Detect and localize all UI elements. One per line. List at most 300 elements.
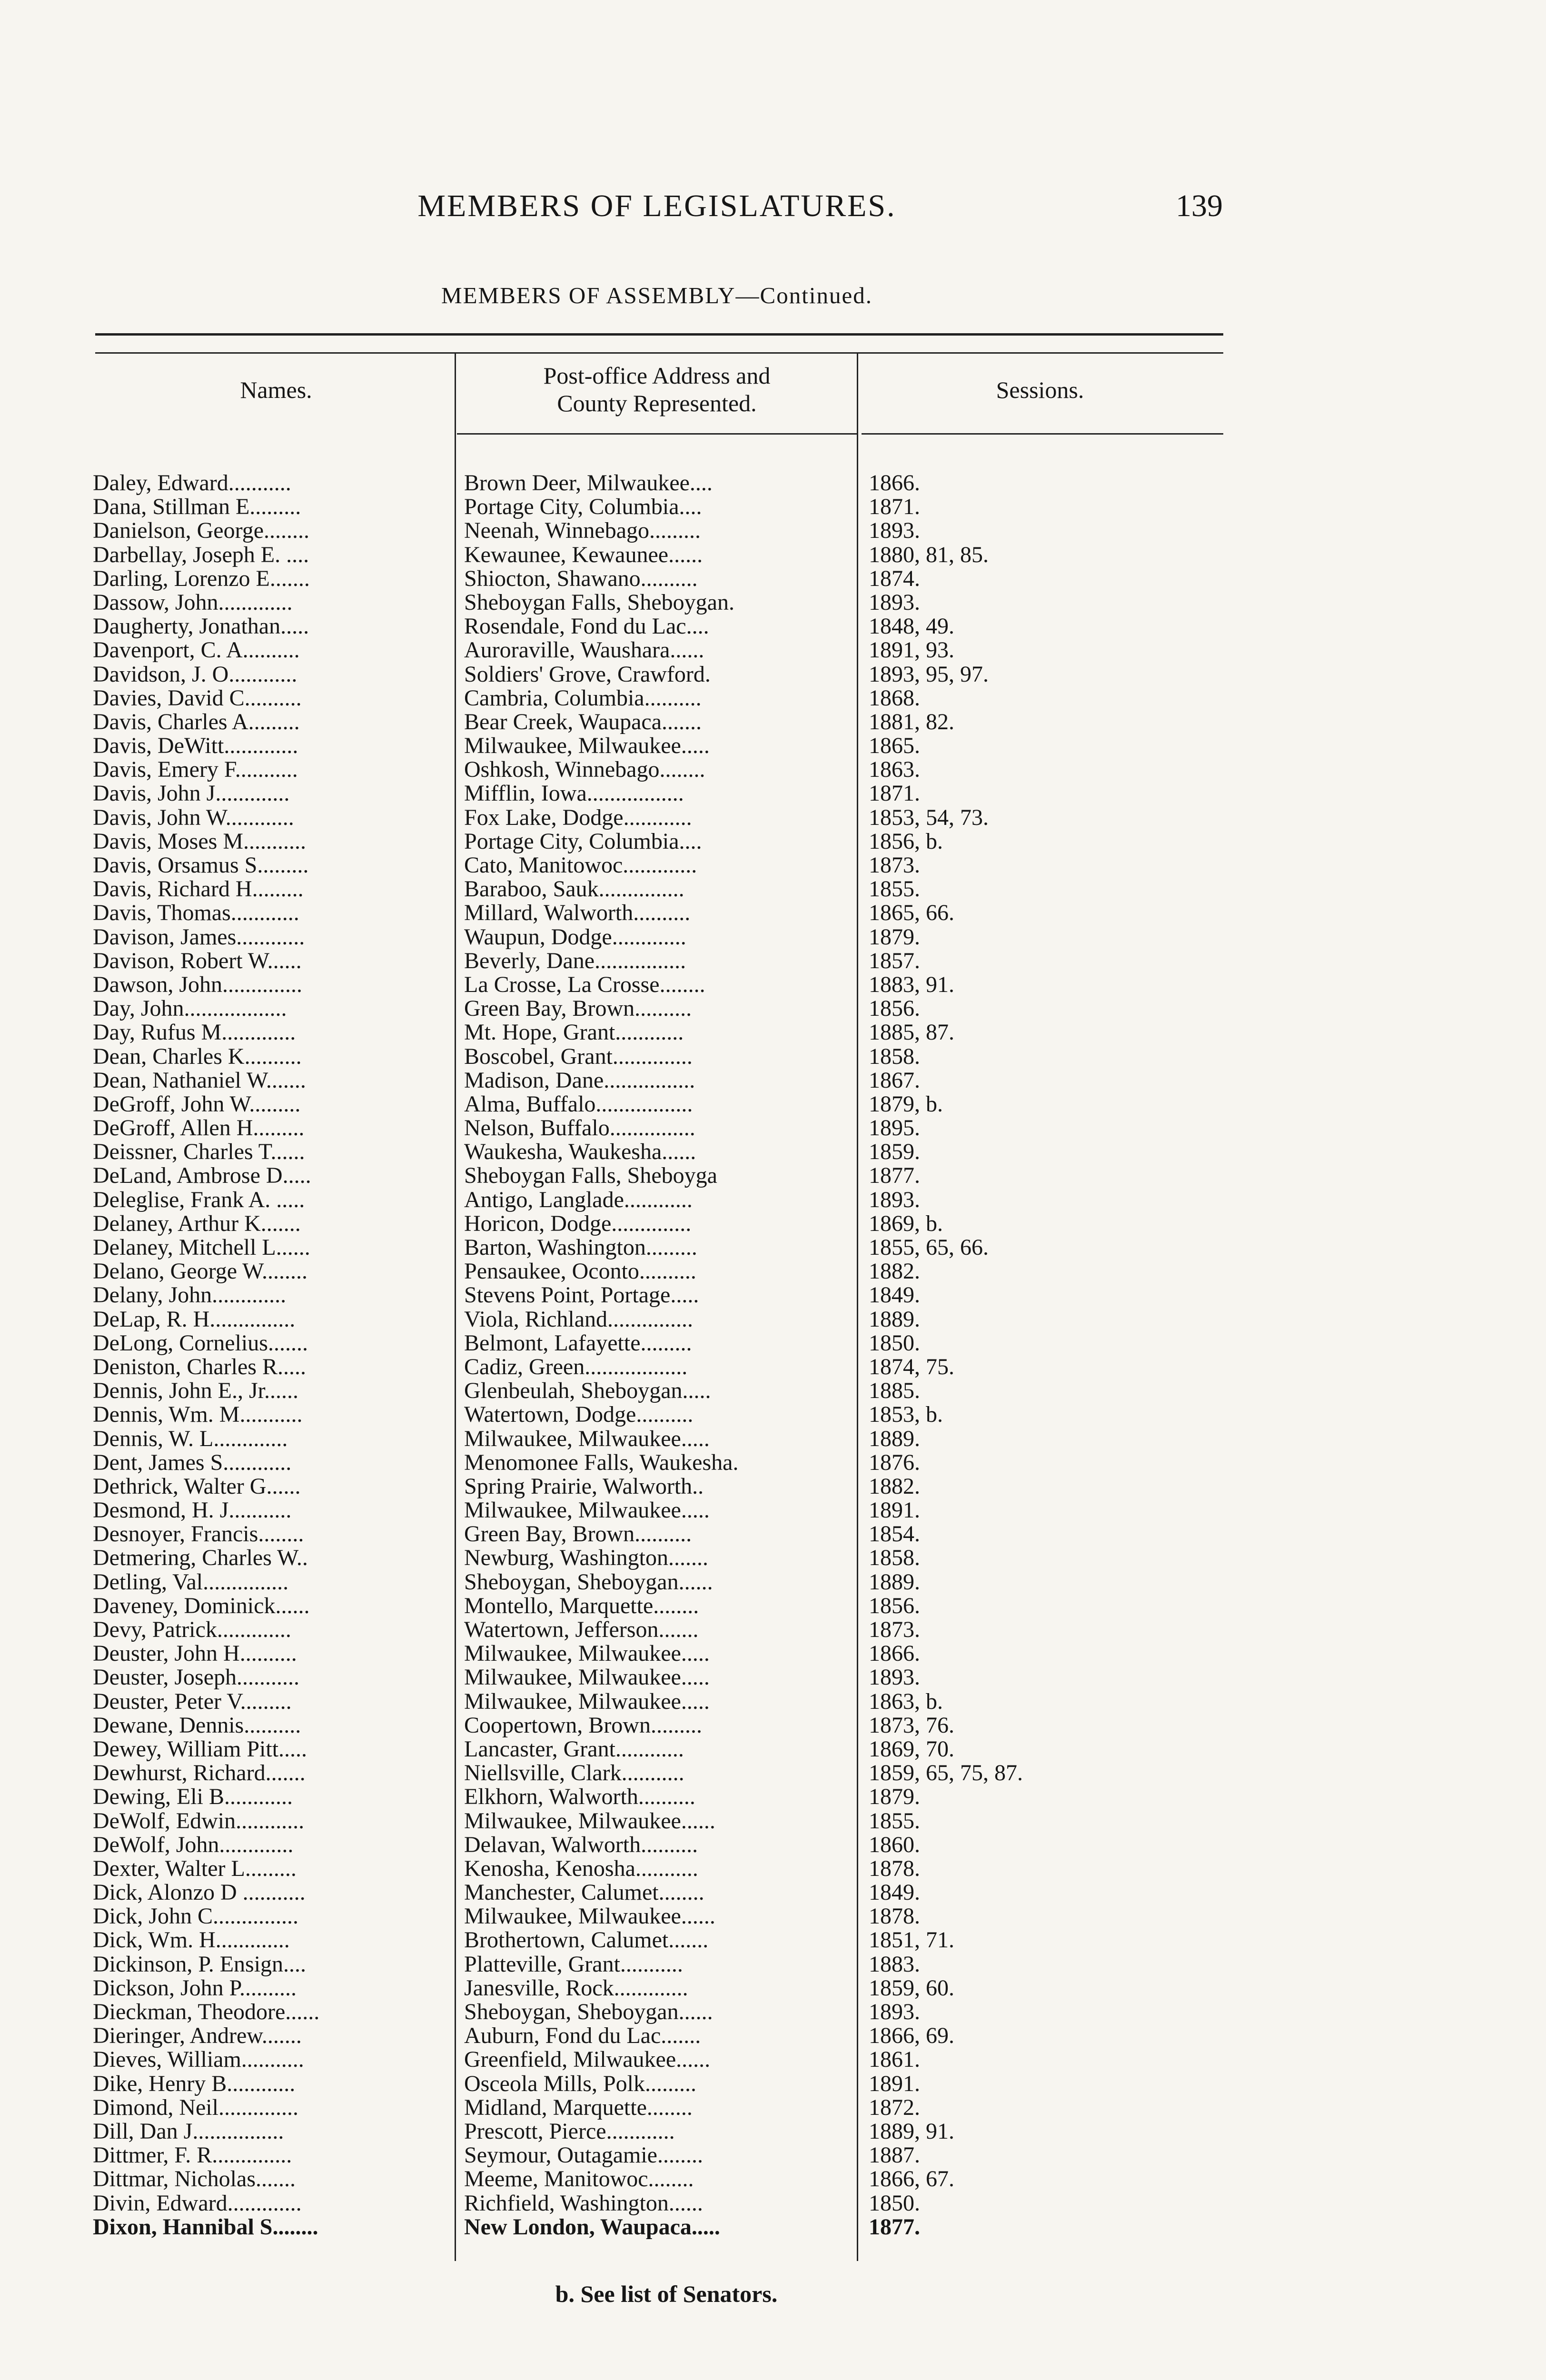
page-number: 139 — [1176, 188, 1223, 223]
member-name: Dana, Stillman E......... — [93, 495, 301, 519]
post-office-county: Cambria, Columbia.......... — [464, 686, 702, 710]
sessions: 1874, 75. — [869, 1355, 954, 1379]
member-name: DeGroff, John W......... — [93, 1092, 301, 1117]
sessions: 1863, b. — [869, 1689, 943, 1714]
post-office-county: Stevens Point, Portage..... — [464, 1283, 699, 1308]
sessions: 1881, 82. — [869, 710, 954, 734]
post-office-county: Antigo, Langlade............ — [464, 1188, 693, 1212]
member-name: DeLap, R. H............... — [93, 1307, 296, 1331]
post-office-county: Green Bay, Brown.......... — [464, 1522, 692, 1547]
member-name: Daley, Edward........... — [93, 471, 291, 496]
member-name: Davis, John J............. — [93, 782, 290, 806]
post-office-county: Milwaukee, Milwaukee..... — [464, 734, 710, 758]
member-name: Dittmer, F. R.............. — [93, 2143, 292, 2168]
post-office-county: Nelson, Buffalo............... — [464, 1116, 695, 1140]
table-row — [93, 853, 1235, 877]
table-row — [93, 1164, 1235, 1188]
table-row — [93, 2143, 1235, 2167]
post-office-county: Portage City, Columbia.... — [464, 495, 702, 519]
table-row — [93, 1690, 1235, 1714]
table-row — [93, 1642, 1235, 1666]
sessions: 1891, 93. — [869, 638, 954, 663]
sessions: 1879. — [869, 925, 920, 949]
member-name: Dewey, William Pitt..... — [93, 1737, 307, 1762]
post-office-county: Lancaster, Grant............ — [464, 1737, 684, 1762]
post-office-county: Milwaukee, Milwaukee..... — [464, 1498, 710, 1523]
post-office-county: Meeme, Manitowoc........ — [464, 2167, 694, 2192]
post-office-county: Belmont, Lafayette......... — [464, 1331, 692, 1355]
post-office-county: Janesville, Rock............. — [464, 1976, 688, 2001]
table-row — [93, 1212, 1235, 1236]
column-header-underline — [862, 433, 1223, 435]
member-name: Desnoyer, Francis........ — [93, 1522, 304, 1547]
member-name: Deniston, Charles R..... — [93, 1355, 306, 1379]
sessions: 1853, b. — [869, 1403, 943, 1427]
member-name: Davison, Robert W...... — [93, 949, 302, 973]
table-row — [93, 1904, 1235, 1928]
table-row — [93, 1021, 1235, 1044]
post-office-county: Montello, Marquette........ — [464, 1594, 699, 1618]
post-office-county: Cato, Manitowoc............. — [464, 853, 697, 878]
table-row — [93, 1379, 1235, 1403]
sessions: 1856. — [869, 1594, 920, 1618]
table-row — [93, 2072, 1235, 2096]
post-office-county: Menomonee Falls, Waukesha. — [464, 1450, 739, 1475]
table-row — [93, 2000, 1235, 2024]
member-name: Dick, Alonzo D ........... — [93, 1881, 306, 1905]
sessions: 1893, 95, 97. — [869, 662, 989, 686]
table-row — [93, 1451, 1235, 1475]
member-name: Dassow, John............. — [93, 590, 293, 615]
table-row — [93, 734, 1235, 758]
post-office-county: Waupun, Dodge............. — [464, 925, 686, 949]
member-name: Day, John.................. — [93, 997, 287, 1021]
sessions: 1876. — [869, 1450, 920, 1475]
member-name: Delano, George W........ — [93, 1259, 308, 1284]
table-row — [93, 1092, 1235, 1116]
sessions: 1861. — [869, 2048, 920, 2072]
member-name: Desmond, H. J........... — [93, 1498, 292, 1523]
post-office-county: Milwaukee, Milwaukee..... — [464, 1427, 710, 1451]
sessions: 1859, 65, 75, 87. — [869, 1761, 1023, 1785]
column-header-post-office — [457, 362, 857, 417]
footnote: b. See list of Senators. — [555, 2281, 778, 2307]
sessions: 1859. — [869, 1140, 920, 1164]
member-name: DeLand, Ambrose D..... — [93, 1164, 311, 1188]
post-office-county: Kenosha, Kenosha........... — [464, 1856, 698, 1881]
member-name: Dent, James S............ — [93, 1450, 292, 1475]
sessions: 1854. — [869, 1522, 920, 1547]
table-row — [93, 1069, 1235, 1092]
sessions: 1871. — [869, 495, 920, 519]
member-name: Dewhurst, Richard....... — [93, 1761, 306, 1785]
sessions: 1866, 69. — [869, 2024, 954, 2048]
sessions: 1873, 76. — [869, 1713, 954, 1737]
table-row — [93, 2024, 1235, 2048]
sessions: 1851, 71. — [869, 1928, 954, 1953]
post-office-county: Soldiers' Grove, Crawford. — [464, 662, 711, 686]
post-office-county: Cadiz, Green.................. — [464, 1355, 688, 1379]
post-office-county: Shiocton, Shawano.......... — [464, 566, 698, 591]
member-name: Dittmar, Nicholas....... — [93, 2167, 296, 2192]
member-name: Davidson, J. O............ — [93, 662, 297, 686]
post-office-county: Alma, Buffalo................. — [464, 1092, 693, 1117]
table-row — [93, 1427, 1235, 1451]
table-row — [93, 495, 1235, 519]
sessions: 1872. — [869, 2095, 920, 2120]
sessions: 1893. — [869, 2000, 920, 2024]
sessions: 1889. — [869, 1307, 920, 1331]
sessions: 1858. — [869, 1044, 920, 1069]
post-office-county: Manchester, Calumet........ — [464, 1881, 704, 1905]
post-office-county: Rosendale, Fond du Lac.... — [464, 615, 709, 639]
post-office-county: Newburg, Washington....... — [464, 1546, 708, 1570]
table-row — [93, 1976, 1235, 2000]
member-name: Davison, James............ — [93, 925, 305, 949]
table-row — [93, 1809, 1235, 1833]
sessions: 1866, 67. — [869, 2167, 954, 2192]
member-name: Dike, Henry B............ — [93, 2072, 296, 2096]
member-name: Dickson, John P.......... — [93, 1976, 297, 2001]
table-row — [93, 1308, 1235, 1331]
post-office-county: Fox Lake, Dodge............ — [464, 805, 692, 830]
member-name: Dewing, Eli B............ — [93, 1785, 293, 1809]
table-row — [93, 1355, 1235, 1379]
post-office-county: Sheboygan, Sheboygan...... — [464, 2000, 713, 2024]
post-office-county: Boscobel, Grant.............. — [464, 1044, 693, 1069]
column-header-post-line2: County Represented. — [557, 390, 757, 416]
sessions: 1879. — [869, 1785, 920, 1809]
sessions: 1873. — [869, 853, 920, 878]
running-head: MEMBERS OF LEGISLATURES. — [417, 188, 896, 223]
post-office-county: Greenfield, Milwaukee...... — [464, 2048, 711, 2072]
sessions: 1855. — [869, 1809, 920, 1833]
sessions: 1865. — [869, 734, 920, 758]
table-row — [93, 1188, 1235, 1212]
members-table — [93, 471, 1235, 2239]
member-name: Daugherty, Jonathan..... — [93, 615, 309, 639]
table-row — [93, 758, 1235, 782]
member-name: Delany, John............. — [93, 1283, 287, 1308]
column-header-sessions: Sessions. — [996, 377, 1084, 403]
post-office-county: Sheboygan, Sheboygan...... — [464, 1570, 713, 1594]
post-office-county: Baraboo, Sauk............... — [464, 877, 684, 902]
table-row — [93, 877, 1235, 901]
table-row — [93, 663, 1235, 686]
column-header-post-line1: Post-office Address and — [543, 362, 771, 389]
member-name: Davis, Orsamus S......... — [93, 853, 309, 878]
member-name: Dick, Wm. H............. — [93, 1928, 290, 1953]
table-row — [93, 1259, 1235, 1283]
member-name: Deissner, Charles T...... — [93, 1140, 305, 1164]
table-row — [93, 2215, 1235, 2239]
sessions: 1859, 60. — [869, 1976, 954, 2001]
table-row — [93, 973, 1235, 997]
table-row — [93, 591, 1235, 615]
member-name: Dexter, Walter L......... — [93, 1856, 297, 1881]
sessions: 1874. — [869, 566, 920, 591]
member-name: Davies, David C.......... — [93, 686, 302, 710]
column-header-names: Names. — [240, 377, 312, 403]
table-row — [93, 1522, 1235, 1546]
table-row — [93, 1666, 1235, 1689]
post-office-county: Auburn, Fond du Lac....... — [464, 2024, 701, 2048]
header-rule — [95, 352, 1223, 354]
sessions: 1855. — [869, 877, 920, 902]
sessions: 1878. — [869, 1856, 920, 1881]
post-office-county: Neenah, Winnebago......... — [464, 519, 701, 543]
member-name: Davis, DeWitt............. — [93, 734, 298, 758]
table-row — [93, 901, 1235, 925]
member-name: Deleglise, Frank A. ..... — [93, 1188, 305, 1212]
post-office-county: Madison, Dane................ — [464, 1068, 695, 1092]
post-office-county: Sheboygan Falls, Sheboygan. — [464, 590, 734, 615]
member-name: Dennis, John E., Jr...... — [93, 1379, 298, 1403]
post-office-county: Watertown, Dodge.......... — [464, 1403, 694, 1427]
sessions: 1889. — [869, 1570, 920, 1594]
member-name: Dimond, Neil.............. — [93, 2095, 298, 2120]
post-office-county: Barton, Washington......... — [464, 1236, 697, 1260]
sessions: 1853, 54, 73. — [869, 805, 989, 830]
table-row — [93, 1953, 1235, 1976]
member-name: Davis, Richard H......... — [93, 877, 304, 902]
table-row — [93, 1475, 1235, 1498]
post-office-county: Mifflin, Iowa................. — [464, 782, 684, 806]
sessions: 1869, b. — [869, 1211, 943, 1236]
post-office-county: Platteville, Grant........... — [464, 1952, 683, 1976]
table-row — [93, 1546, 1235, 1570]
post-office-county: Milwaukee, Milwaukee...... — [464, 1809, 715, 1833]
post-office-county: Millard, Walworth.......... — [464, 901, 691, 925]
member-name: Detmering, Charles W.. — [93, 1546, 308, 1570]
post-office-county: Delavan, Walworth.......... — [464, 1833, 698, 1857]
post-office-county: Glenbeulah, Sheboygan..... — [464, 1379, 711, 1403]
sessions: 1863. — [869, 758, 920, 782]
sessions: 1866. — [869, 471, 920, 496]
table-row — [93, 710, 1235, 734]
table-row — [93, 1928, 1235, 1952]
member-name: Danielson, George........ — [93, 519, 310, 543]
post-office-county: Bear Creek, Waupaca....... — [464, 710, 702, 734]
member-name: Dieckman, Theodore...... — [93, 2000, 320, 2024]
sessions: 1856, b. — [869, 829, 943, 854]
sessions: 1865, 66. — [869, 901, 954, 925]
table-row — [93, 1618, 1235, 1642]
post-office-county: Brothertown, Calumet....... — [464, 1928, 709, 1953]
section-subhead: MEMBERS OF ASSEMBLY—Continued. — [441, 282, 872, 308]
table-row — [93, 1761, 1235, 1785]
member-name: Devy, Patrick............. — [93, 1618, 291, 1642]
post-office-county: Milwaukee, Milwaukee...... — [464, 1904, 715, 1929]
table-row — [93, 1857, 1235, 1881]
post-office-county: Watertown, Jefferson....... — [464, 1618, 699, 1642]
post-office-county: Beverly, Dane................ — [464, 949, 686, 973]
post-office-county: Horicon, Dodge.............. — [464, 1211, 692, 1236]
post-office-county: Kewaunee, Kewaunee...... — [464, 543, 703, 567]
sessions: 1885. — [869, 1379, 920, 1403]
sessions: 1850. — [869, 2191, 920, 2215]
sessions: 1856. — [869, 997, 920, 1021]
member-name: Davis, John W............ — [93, 805, 294, 830]
table-row — [93, 567, 1235, 591]
post-office-county: Milwaukee, Milwaukee..... — [464, 1689, 710, 1714]
sessions: 1889, 91. — [869, 2119, 954, 2144]
post-office-county: Brown Deer, Milwaukee.... — [464, 471, 713, 496]
sessions: 1849. — [869, 1283, 920, 1308]
member-name: Dieves, William........... — [93, 2048, 304, 2072]
table-row — [93, 949, 1235, 973]
table-row — [93, 1785, 1235, 1809]
sessions: 1893. — [869, 519, 920, 543]
sessions: 1889. — [869, 1427, 920, 1451]
column-header-underline — [457, 433, 857, 435]
member-name: Davenport, C. A.......... — [93, 638, 300, 663]
sessions: 1880, 81, 85. — [869, 543, 989, 567]
table-row — [93, 782, 1235, 805]
sessions: 1848, 49. — [869, 615, 954, 639]
table-row — [93, 1881, 1235, 1904]
sessions: 1891. — [869, 1498, 920, 1523]
sessions: 1869, 70. — [869, 1737, 954, 1762]
table-row — [93, 925, 1235, 949]
post-office-county: Green Bay, Brown.......... — [464, 997, 692, 1021]
sessions: 1883. — [869, 1952, 920, 1976]
member-name: Day, Rufus M............. — [93, 1021, 296, 1045]
sessions: 1855, 65, 66. — [869, 1236, 989, 1260]
sessions: 1882. — [869, 1474, 920, 1499]
sessions: 1858. — [869, 1546, 920, 1570]
member-name: Daveney, Dominick...... — [93, 1594, 310, 1618]
table-row — [93, 638, 1235, 662]
table-row — [93, 2048, 1235, 2072]
sessions: 1877. — [869, 1164, 920, 1188]
post-office-county: Richfield, Washington...... — [464, 2191, 703, 2215]
member-name: Dethrick, Walter G...... — [93, 1474, 301, 1499]
sessions: 1895. — [869, 1116, 920, 1140]
member-name: Deuster, Joseph........... — [93, 1666, 300, 1690]
sessions: 1882. — [869, 1259, 920, 1284]
table-row — [93, 2167, 1235, 2191]
member-name: Dennis, Wm. M........... — [93, 1403, 303, 1427]
member-name: DeWolf, Edwin............ — [93, 1809, 305, 1833]
member-name: Davis, Emery F........... — [93, 758, 298, 782]
post-office-county: New London, Waupaca..... — [464, 2215, 720, 2239]
member-name: Dewane, Dennis.......... — [93, 1713, 301, 1737]
member-name: Darling, Lorenzo E....... — [93, 566, 310, 591]
member-name: Delaney, Arthur K....... — [93, 1211, 301, 1236]
post-office-county: Sheboygan Falls, Sheboyga — [464, 1164, 717, 1188]
sessions: 1883, 91. — [869, 972, 954, 997]
member-name: Dieringer, Andrew....... — [93, 2024, 302, 2048]
post-office-county: Prescott, Pierce............ — [464, 2119, 675, 2144]
sessions: 1873. — [869, 1618, 920, 1642]
sessions: 1887. — [869, 2143, 920, 2168]
table-row — [93, 1737, 1235, 1761]
top-rule — [95, 333, 1223, 336]
sessions: 1868. — [869, 686, 920, 710]
member-name: Dickinson, P. Ensign.... — [93, 1952, 307, 1976]
table-row — [93, 1594, 1235, 1618]
table-row — [93, 830, 1235, 853]
post-office-county: Seymour, Outagamie........ — [464, 2143, 703, 2168]
member-name: Dick, John C............... — [93, 1904, 298, 1929]
post-office-county: La Crosse, La Crosse........ — [464, 972, 705, 997]
table-row — [93, 1116, 1235, 1140]
post-office-county: Niellsville, Clark........... — [464, 1761, 684, 1785]
sessions: 1860. — [869, 1833, 920, 1857]
sessions: 1867. — [869, 1068, 920, 1092]
table-row — [93, 1498, 1235, 1522]
post-office-county: Mt. Hope, Grant............ — [464, 1021, 684, 1045]
member-name: Dean, Charles K.......... — [93, 1044, 302, 1069]
post-office-county: Auroraville, Waushara...... — [464, 638, 704, 663]
sessions: 1871. — [869, 782, 920, 806]
sessions: 1877. — [869, 2215, 920, 2239]
sessions: 1879, b. — [869, 1092, 943, 1117]
member-name: Deuster, John H.......... — [93, 1642, 297, 1666]
table-row — [93, 615, 1235, 638]
member-name: Davis, Thomas............ — [93, 901, 299, 925]
table-row — [93, 1140, 1235, 1164]
sessions: 1866. — [869, 1642, 920, 1666]
member-name: Dixon, Hannibal S........ — [93, 2215, 318, 2239]
member-name: Divin, Edward............. — [93, 2191, 302, 2215]
table-row — [93, 471, 1235, 495]
post-office-county: Portage City, Columbia.... — [464, 829, 702, 854]
member-name: Detling, Val............... — [93, 1570, 289, 1594]
table-row — [93, 1331, 1235, 1355]
post-office-county: Spring Prairie, Walworth.. — [464, 1474, 704, 1499]
table-row — [93, 2096, 1235, 2120]
member-name: DeLong, Cornelius....... — [93, 1331, 308, 1355]
table-row — [93, 1045, 1235, 1069]
table-row — [93, 1283, 1235, 1307]
sessions: 1849. — [869, 1881, 920, 1905]
post-office-county: Pensaukee, Oconto.......... — [464, 1259, 696, 1284]
post-office-county: Oshkosh, Winnebago........ — [464, 758, 705, 782]
table-row — [93, 2192, 1235, 2215]
table-row — [93, 1570, 1235, 1594]
member-name: Davis, Charles A......... — [93, 710, 300, 734]
sessions: 1893. — [869, 1666, 920, 1690]
post-office-county: Viola, Richland............... — [464, 1307, 694, 1331]
sessions: 1893. — [869, 1188, 920, 1212]
member-name: Davis, Moses M........... — [93, 829, 307, 854]
sessions: 1893. — [869, 590, 920, 615]
post-office-county: Milwaukee, Milwaukee..... — [464, 1642, 710, 1666]
post-office-county: Coopertown, Brown......... — [464, 1713, 702, 1737]
sessions: 1891. — [869, 2072, 920, 2096]
table-row — [93, 997, 1235, 1021]
table-row — [93, 1714, 1235, 1737]
post-office-county: Midland, Marquette........ — [464, 2095, 693, 2120]
table-row — [93, 1236, 1235, 1259]
sessions: 1850. — [869, 1331, 920, 1355]
post-office-county: Osceola Mills, Polk......... — [464, 2072, 696, 2096]
member-name: Dawson, John.............. — [93, 972, 302, 997]
member-name: DeGroff, Allen H......... — [93, 1116, 305, 1140]
table-row — [93, 686, 1235, 710]
post-office-county: Elkhorn, Walworth.......... — [464, 1785, 695, 1809]
member-name: DeWolf, John............. — [93, 1833, 294, 1857]
member-name: Delaney, Mitchell L...... — [93, 1236, 310, 1260]
member-name: Dennis, W. L............. — [93, 1427, 288, 1451]
table-row — [93, 543, 1235, 567]
member-name: Darbellay, Joseph E. .... — [93, 543, 309, 567]
table-row — [93, 2120, 1235, 2143]
table-row — [93, 1403, 1235, 1427]
sessions: 1878. — [869, 1904, 920, 1929]
